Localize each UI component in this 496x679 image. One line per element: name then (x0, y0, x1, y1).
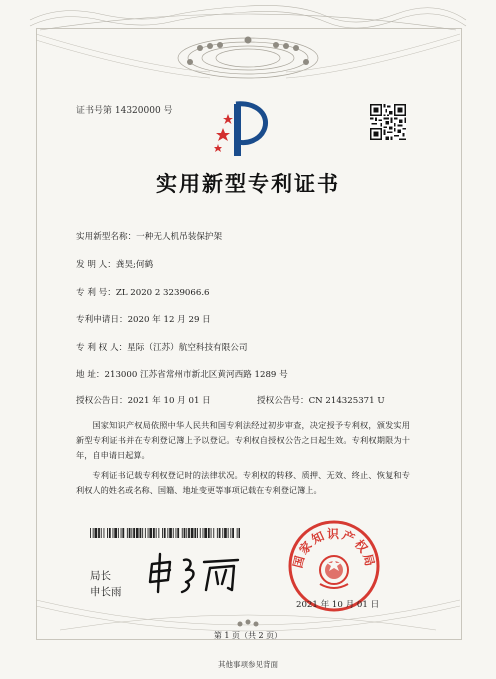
qr-code-icon (370, 104, 406, 140)
signatory-title: 局长 (90, 570, 111, 582)
handwritten-signature (146, 550, 242, 596)
field-value: 龚昊;何鹤 (115, 260, 154, 270)
field-value: 一种无人机吊装保护架 (136, 232, 223, 242)
field-label: 发 明 人： (76, 260, 116, 270)
legal-paragraph-2 (76, 468, 410, 498)
field-value: 2020 年 12 月 29 日 (127, 315, 211, 325)
field-label: 实用新型名称： (76, 232, 137, 242)
top-ornament (0, 0, 496, 90)
signatory-name: 申长雨 (90, 586, 122, 598)
certificate-number: 证书号第 14320000 号 (76, 106, 173, 116)
field-address (76, 368, 288, 380)
certificate-title: 实用新型专利证书 (156, 171, 340, 196)
field-value: 星际（江苏）航空科技有限公司 (127, 343, 248, 353)
field-grant-number (257, 394, 385, 406)
field-value: ZL 2020 2 3239066.6 (115, 288, 210, 298)
page-number: 第 1 页（共 2 页） (213, 631, 283, 640)
seal-date: 2021 年 10 月 01 日 (296, 600, 380, 610)
legal-paragraph-1 (76, 418, 410, 463)
field-value: CN 214325371 U (308, 396, 385, 406)
cnipa-logo-icon (212, 98, 274, 162)
field-utility-name (76, 230, 222, 242)
barcode-icon (90, 528, 240, 538)
field-patent-number (76, 286, 210, 298)
field-label: 授权公告日： (76, 396, 128, 406)
footer-note: 其他事项参见背面 (218, 660, 278, 669)
paragraph-text: 国家知识产权局依照中华人民共和国专利法经过初步审查，决定授予专利权，颁发实用新型专利证书并在专利登记簿上予以登记。专利权自授权公告之日起生效。专利权期限为十年，自申请日起算。 (76, 420, 410, 460)
field-label: 专利申请日： (76, 315, 128, 325)
field-filing-date (76, 313, 211, 325)
field-label: 地 址： (76, 370, 105, 380)
svg-text:国家知识产权局: 国家知识产权局 (290, 527, 378, 570)
field-label: 授权公告号： (257, 396, 309, 406)
field-grant-date (76, 394, 211, 406)
field-value: 2021 年 10 月 01 日 (127, 396, 211, 406)
field-label: 专 利 号： (76, 288, 116, 298)
field-inventor (76, 258, 153, 270)
field-patentee (76, 341, 248, 353)
paragraph-text: 专利证书记载专利权登记时的法律状况。专利权的转移、质押、无效、终止、恢复和专利权人的姓名或名称、国籍、地址变更等事项记载在专利登记簿上。 (76, 470, 410, 495)
field-value: 213000 江苏省常州市新北区黄河西路 1289 号 (104, 370, 288, 380)
field-label: 专 利 权 人： (76, 343, 128, 353)
